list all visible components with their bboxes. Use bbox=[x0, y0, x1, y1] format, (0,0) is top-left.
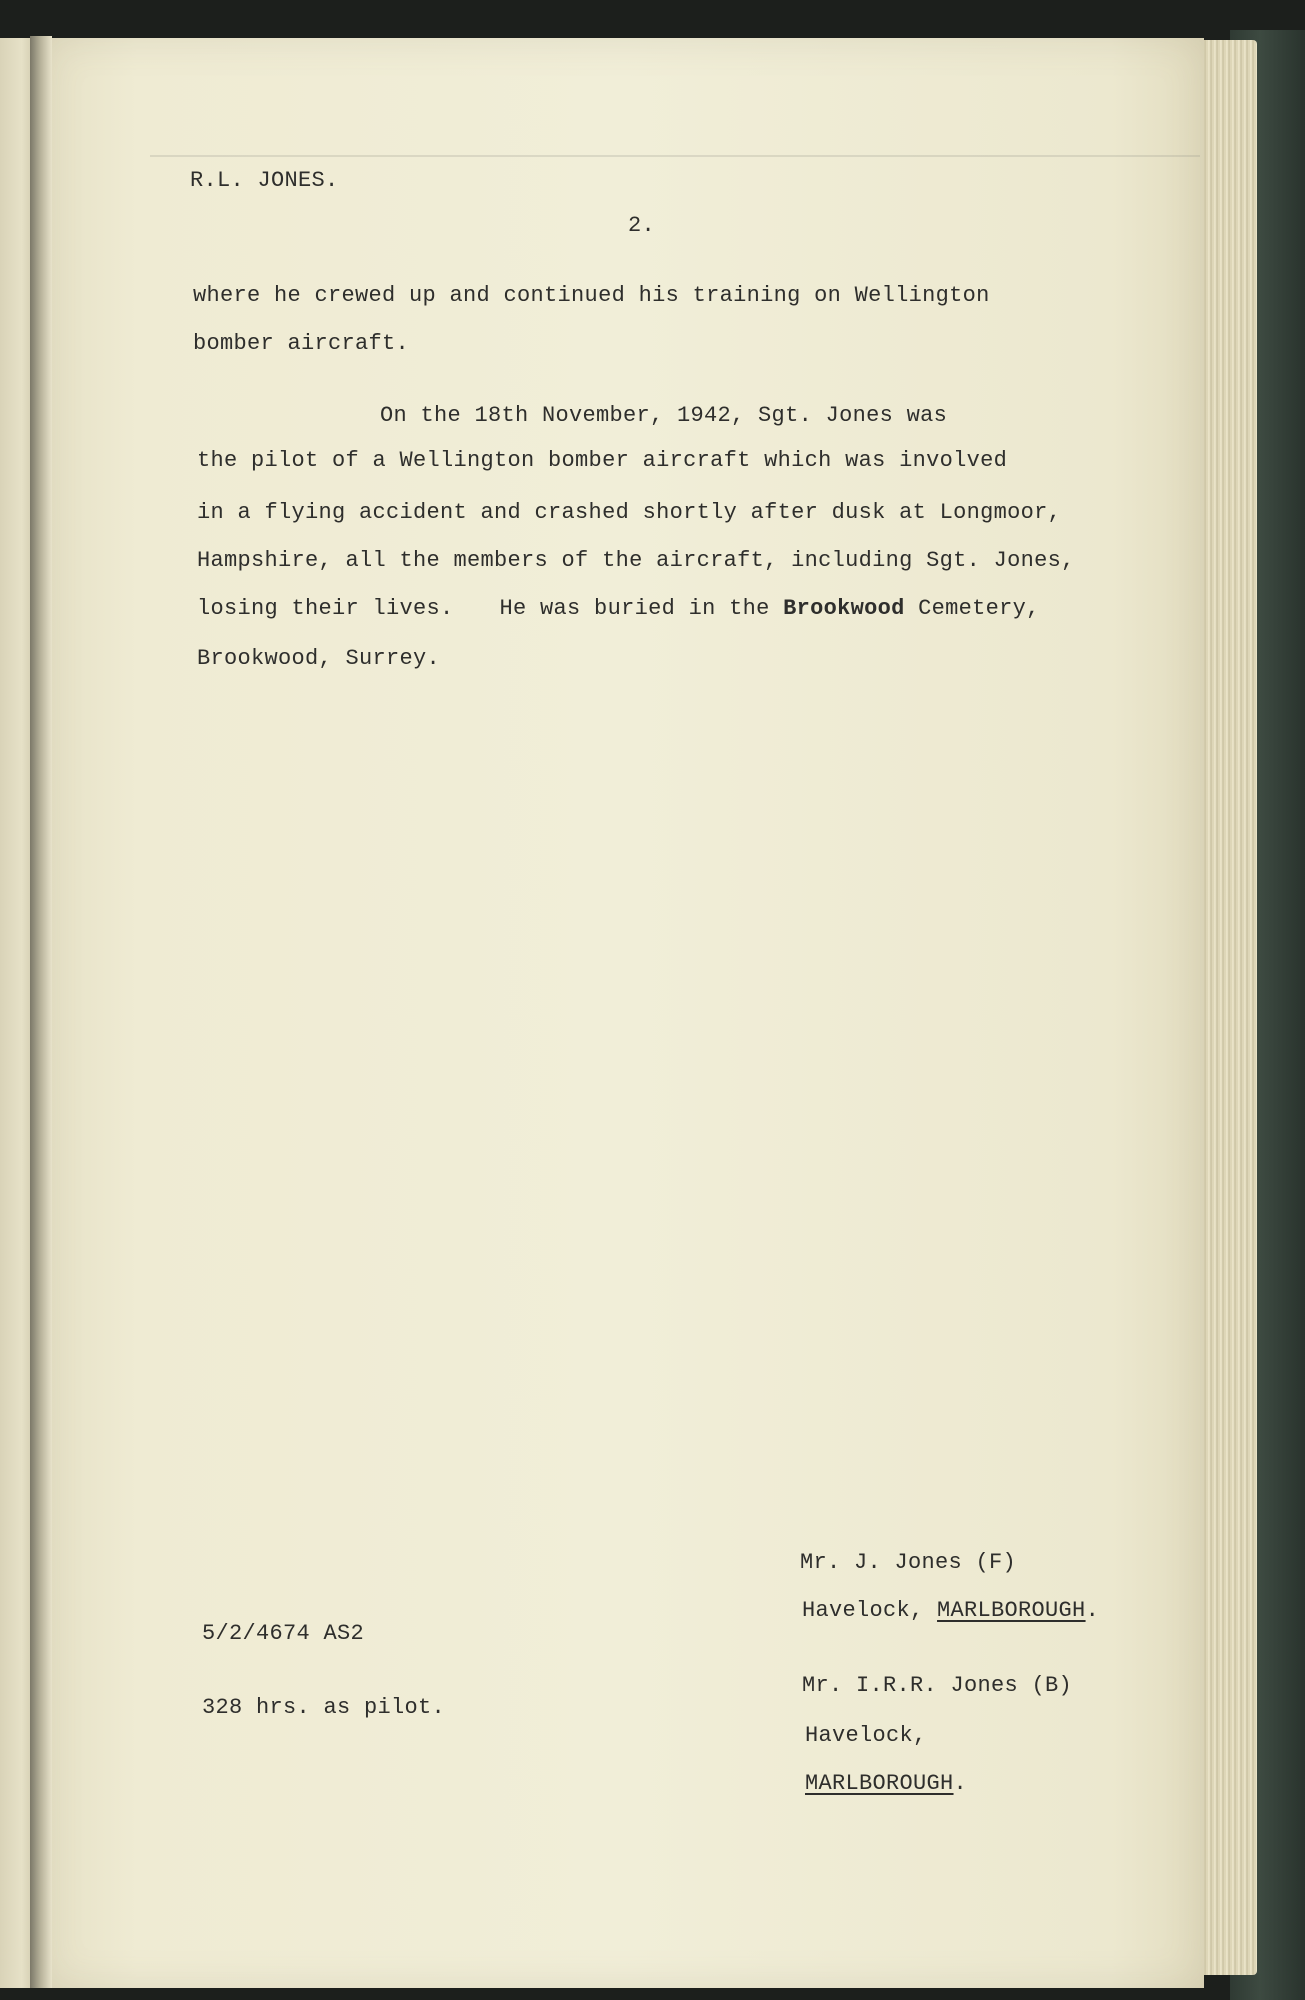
page-number: 2. bbox=[628, 213, 656, 238]
brother-town-underlined: MARLBOROUGH bbox=[805, 1771, 954, 1796]
paragraph2-line2: the pilot of a Wellington bomber aircraft which was involved bbox=[197, 448, 1008, 473]
paragraph2-line6: Brookwood, Surrey. bbox=[197, 646, 441, 671]
reference-number: 5/2/4674 AS2 bbox=[202, 1621, 365, 1646]
paragraph2-line4: Hampshire, all the members of the aircraft, including Sgt. Jones, bbox=[197, 548, 1075, 573]
paragraph1-line1: where he crewed up and continued his training on Wellington bbox=[193, 283, 990, 308]
paragraph2-line1: On the 18th November, 1942, Sgt. Jones was bbox=[380, 403, 948, 428]
brother-town: Havelock, bbox=[805, 1723, 927, 1748]
father-name: Mr. J. Jones (F) bbox=[800, 1550, 1017, 1575]
paragraph2-line3: in a flying accident and crashed shortly after dusk at Longmoor, bbox=[197, 500, 1062, 525]
paragraph1-line2: bomber aircraft. bbox=[193, 331, 410, 356]
header-name: R.L. JONES. bbox=[190, 168, 339, 193]
brother-name: Mr. I.R.R. Jones (B) bbox=[802, 1673, 1073, 1698]
father-town-underlined: MARLBOROUGH bbox=[937, 1598, 1086, 1623]
line5-end: Cemetery, bbox=[904, 596, 1040, 621]
brother-town-line2: MARLBOROUGH. bbox=[805, 1771, 968, 1796]
father-town: Havelock, MARLBOROUGH. bbox=[802, 1598, 1100, 1623]
line5-bold: Brookwood bbox=[783, 596, 905, 621]
paragraph2-line5 bbox=[197, 598, 1040, 620]
line5-start: losing their lives. bbox=[197, 596, 454, 621]
page-edges bbox=[1195, 40, 1257, 1975]
flying-hours: 328 hrs. as pilot. bbox=[202, 1695, 446, 1720]
line5-mid: He was buried in the bbox=[499, 596, 784, 621]
book-gutter bbox=[30, 36, 52, 1988]
show-through-rule bbox=[150, 155, 1200, 157]
